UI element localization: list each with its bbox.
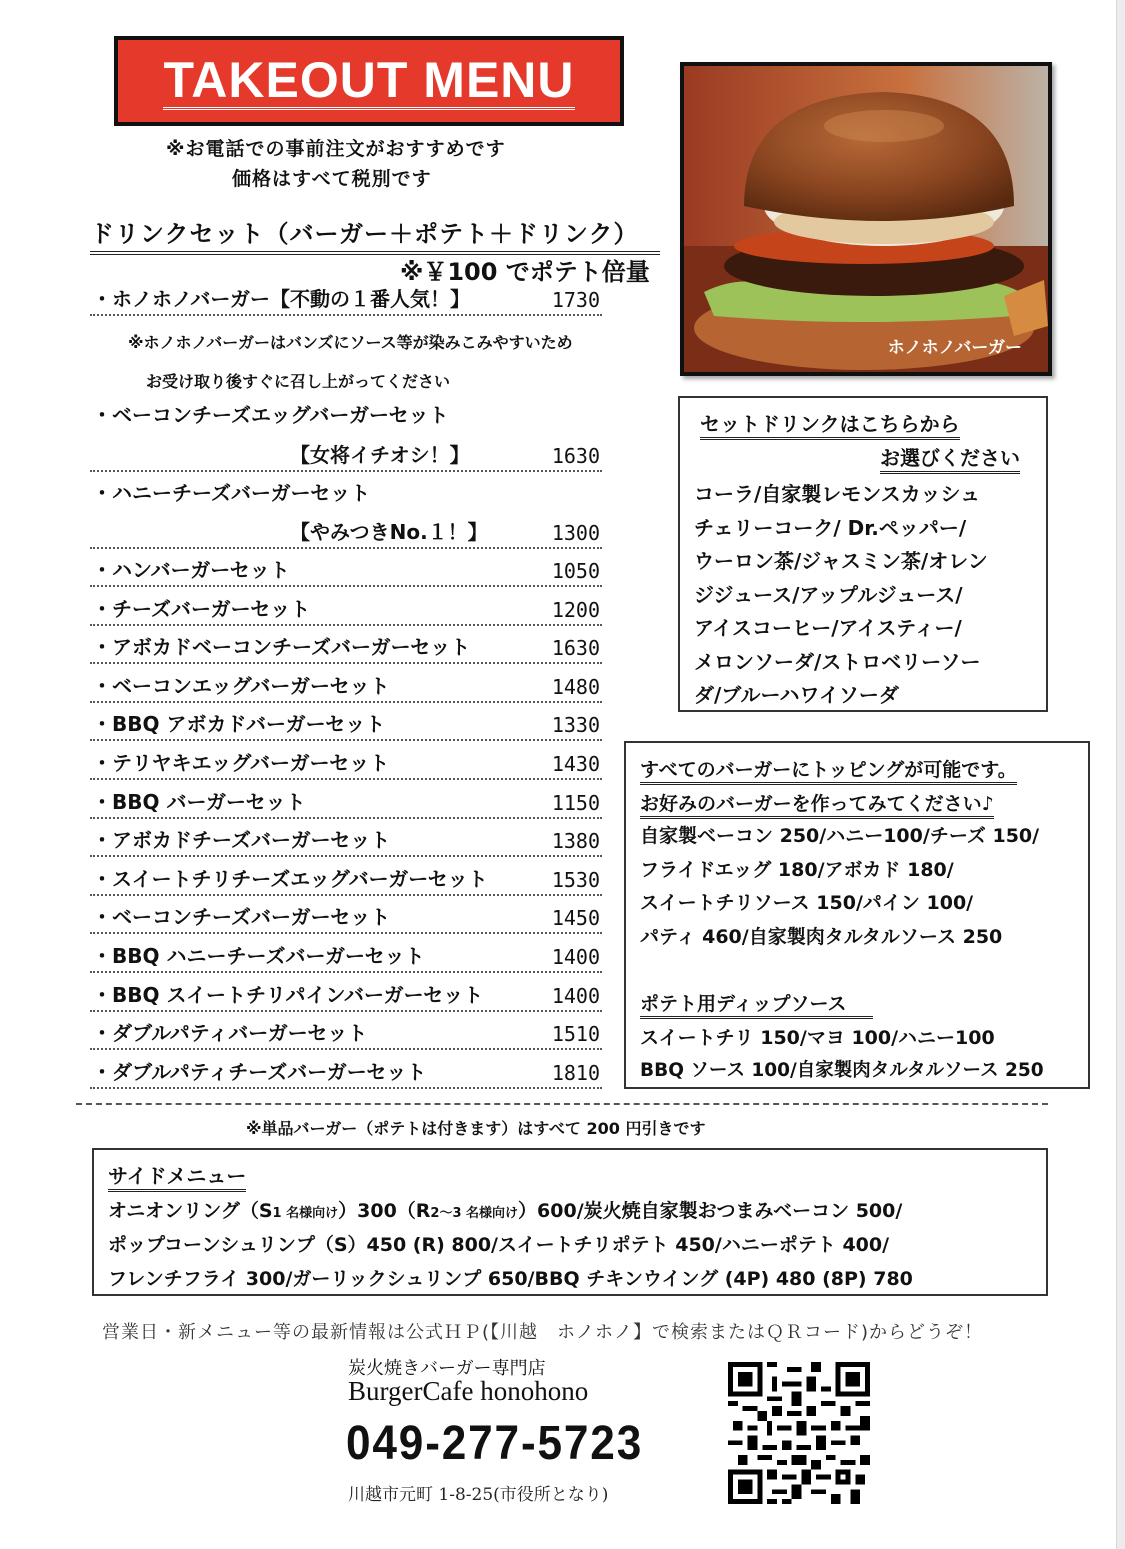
honoho-note: お受け取り後すぐに召し上がってください xyxy=(146,372,451,391)
menu-row xyxy=(90,632,602,664)
menu-row xyxy=(90,1018,602,1050)
topping-line: 自家製ベーコン 250/ハニー100/チーズ 150/ xyxy=(640,825,1040,847)
photo-caption: ホノホノバーガー xyxy=(887,338,1022,358)
topping-line: パティ 460/自家製肉タルタルソース 250 xyxy=(640,926,1003,948)
menu-item-price: 1050 xyxy=(551,559,600,583)
topping-box xyxy=(624,741,1090,1089)
menu-row xyxy=(90,671,602,703)
double-potato-note: ※￥100 でポテト倍量 xyxy=(400,258,650,286)
menu-item-name: ・BBQ バーガーセット xyxy=(92,790,306,814)
drink-option-line: アイスコーヒー/アイスティー/ xyxy=(694,616,962,640)
drink-option-line: ウーロン茶/ジャスミン茶/オレン xyxy=(694,549,988,573)
menu-row xyxy=(90,555,602,587)
menu-item-name: ・ハニーチーズバーガーセット xyxy=(92,481,371,505)
menu-item-price: 1530 xyxy=(551,868,600,892)
menu-item-name: ・ダブルパティバーガーセット xyxy=(92,1021,368,1045)
menu-row xyxy=(90,748,602,780)
drink-option-line: メロンソーダ/ストロベリーソー xyxy=(694,650,981,674)
dip-sauce-line: BBQ ソース 100/自家製肉タルタルソース 250 xyxy=(640,1060,1044,1081)
menu-item-name: ・BBQ ハニーチーズバーガーセット xyxy=(92,944,425,968)
menu-item-name: ・テリヤキエッグバーガーセット xyxy=(92,751,390,775)
menu-item-name: ・ダブルパティチーズバーガーセット xyxy=(92,1060,427,1084)
side-menu-line: フレンチフライ 300/ガーリックシュリンプ 650/BBQ チキンウイング (4P) 480 (8P) 780 xyxy=(108,1268,913,1290)
shop-name: BurgerCafe honohono xyxy=(348,1376,589,1406)
side-menu-text: ）300（R xyxy=(338,1200,431,1222)
topping-line: フライドエッグ 180/アボカド 180/ xyxy=(640,859,954,881)
menu-item-price: 1380 xyxy=(551,829,600,853)
qr-code[interactable] xyxy=(728,1362,870,1504)
menu-row xyxy=(90,902,602,934)
drink-set-heading: ドリンクセット（バーガー＋ポテト＋ドリンク） xyxy=(90,214,660,255)
menu-row xyxy=(90,864,602,896)
menu-item-name: 【やみつきNo.１！】 xyxy=(290,520,488,544)
menu-item-name: ・アボカドベーコンチーズバーガーセット xyxy=(92,635,471,659)
topping-title: すべてのバーガーにトッピングが可能です。 xyxy=(640,755,1017,785)
menu-item-name: ・アボカドチーズバーガーセット xyxy=(92,828,391,852)
menu-row xyxy=(90,941,602,973)
burger-photo xyxy=(680,62,1052,376)
drink-choice-box xyxy=(678,396,1048,712)
menu-item-name: 【女将イチオシ！】 xyxy=(290,443,470,467)
menu-item-price: 1510 xyxy=(551,1022,600,1046)
menu-item-price: 1300 xyxy=(551,521,600,545)
side-menu-text: オニオンリング（S xyxy=(108,1200,273,1222)
menu-item-name: ・チーズバーガーセット xyxy=(92,597,311,621)
burger-illustration xyxy=(684,66,1048,372)
section-divider xyxy=(76,1103,1048,1105)
menu-item-name: ・ハンバーガーセット xyxy=(92,558,290,582)
side-menu-line xyxy=(108,1196,902,1223)
title-banner xyxy=(114,36,624,126)
menu-item-price: 1730 xyxy=(551,288,600,312)
tax-note: 価格はすべて税別です xyxy=(232,168,432,190)
menu-row xyxy=(90,440,602,472)
dip-sauce-title: ポテト用ディップソース xyxy=(640,989,873,1019)
menu-item-name: ・BBQ スイートチリパインバーガーセット xyxy=(92,983,484,1007)
footer-info: 営業日・新メニュー等の最新情報は公式ＨＰ(【川越 ホノホノ】で検索またはＱＲコード)からどうぞ！ xyxy=(102,1322,984,1343)
drink-option-line: ジジュース/アップルジュース/ xyxy=(694,583,963,607)
topping-line: スイートチリソース 150/パイン 100/ xyxy=(640,892,974,914)
menu-item-name: ・ベーコンエッグバーガーセット xyxy=(92,674,390,698)
drink-option-line: コーラ/自家製レモンスカッシュ xyxy=(694,482,981,506)
menu-item-price: 1430 xyxy=(551,752,600,776)
dip-sauce-line: スイートチリ 150/マヨ 100/ハニー100 xyxy=(640,1027,995,1049)
menu-row xyxy=(90,517,602,549)
drink-choice-title: セットドリンクはこちらから xyxy=(700,408,960,440)
menu-item-price: 1200 xyxy=(551,598,600,622)
phone-number: 049-277-5723 xyxy=(346,1417,644,1470)
menu-row xyxy=(90,400,602,430)
menu-item-name: ・ホノホノバーガー【不動の１番人気！】 xyxy=(92,287,470,311)
menu-row xyxy=(90,478,602,508)
shop-address: 川越市元町 1-8-25(市役所となり) xyxy=(348,1485,609,1505)
side-menu-text: 2～3 名様向け xyxy=(430,1206,519,1221)
page-edge xyxy=(1116,0,1125,1549)
honoho-note: ※ホノホノバーガーはバンズにソース等が染みこみやすいため xyxy=(128,333,573,352)
side-menu-text: ）600/炭火焼自家製おつまみベーコン 500/ xyxy=(518,1200,903,1222)
drink-choice-title: お選びください xyxy=(880,442,1020,474)
side-menu-title: サイドメニュー xyxy=(108,1160,246,1192)
side-menu-box xyxy=(92,1148,1048,1296)
menu-item-price: 1400 xyxy=(551,945,600,969)
menu-item-name: ・ベーコンチーズエッグバーガーセット xyxy=(92,403,449,427)
drink-option-line: ダ/ブルーハワイソーダ xyxy=(694,683,899,707)
menu-item-price: 1630 xyxy=(551,636,600,660)
menu-item-price: 1450 xyxy=(551,906,600,930)
menu-item-price: 1330 xyxy=(551,713,600,737)
menu-item-price: 1150 xyxy=(551,791,600,815)
page-title: TAKEOUT MENU xyxy=(163,51,575,108)
menu-row xyxy=(90,980,602,1012)
menu-row xyxy=(90,284,602,316)
menu-item-price: 1400 xyxy=(551,984,600,1008)
menu-row xyxy=(90,787,602,819)
menu-item-name: ・スイートチリチーズエッグバーガーセット xyxy=(92,867,488,891)
menu-row xyxy=(90,1057,602,1089)
drink-option-line: チェリーコーク/ Dr.ペッパー/ xyxy=(694,516,967,540)
menu-item-price: 1480 xyxy=(551,675,600,699)
side-menu-line: ポップコーンシュリンプ（S）450 (R) 800/スイートチリポテト 450/ハニーポテト 400/ xyxy=(108,1234,890,1256)
phone-order-note: ※お電話での事前注文がおすすめです xyxy=(166,138,506,160)
side-menu-text: 1 名様向け xyxy=(272,1206,339,1221)
menu-row xyxy=(90,709,602,741)
menu-row xyxy=(90,594,602,626)
menu-row xyxy=(90,825,602,857)
menu-item-name: ・BBQ アボカドバーガーセット xyxy=(92,712,386,736)
shop-subtitle: 炭火焼きバーガー専門店 xyxy=(348,1358,546,1379)
menu-item-price: 1630 xyxy=(551,444,600,468)
single-burger-note: ※単品バーガー（ポテトは付きます）はすべて 200 円引きです xyxy=(246,1119,706,1138)
topping-title: お好みのバーガーを作ってみてください♪ xyxy=(640,789,994,819)
menu-item-name: ・ベーコンチーズバーガーセット xyxy=(92,905,391,929)
menu-item-price: 1810 xyxy=(551,1061,600,1085)
